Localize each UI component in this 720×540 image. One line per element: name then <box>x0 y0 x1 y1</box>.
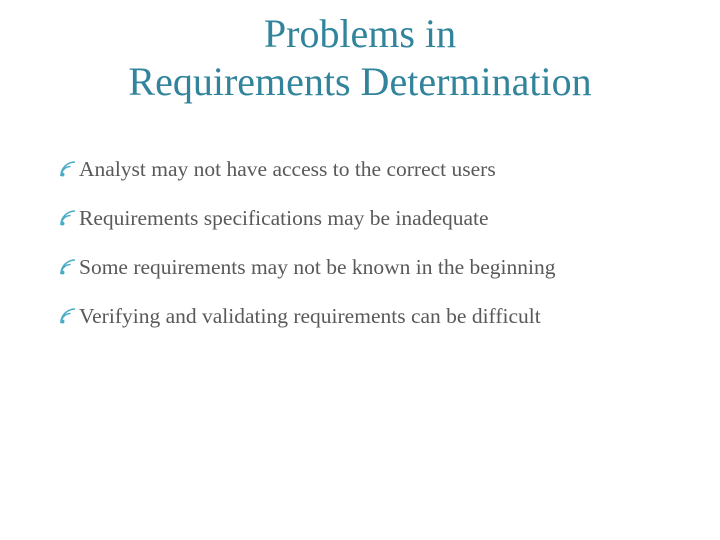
bullet-text: Requirements specifications may be inadequate <box>79 205 489 230</box>
bullet-list <box>57 152 556 348</box>
bullet-item <box>57 201 556 235</box>
slide-title-line-2: Requirements Determination <box>128 59 592 104</box>
wifi-arc-bullet-icon <box>57 305 79 327</box>
wifi-arc-bullet-icon <box>57 207 79 229</box>
bullet-item <box>57 152 556 186</box>
bullet-text: Some requirements may not be known in the beginning <box>79 254 556 279</box>
bullet-item <box>57 299 556 333</box>
slide-title <box>0 10 720 106</box>
bullet-text: Verifying and validating requirements can be difficult <box>79 303 541 328</box>
bullet-text: Analyst may not have access to the correct users <box>79 156 496 181</box>
bullet-item <box>57 250 556 284</box>
wifi-arc-bullet-icon <box>57 256 79 278</box>
slide-title-line-1: Problems in <box>263 11 457 56</box>
wifi-arc-bullet-icon <box>57 158 79 180</box>
